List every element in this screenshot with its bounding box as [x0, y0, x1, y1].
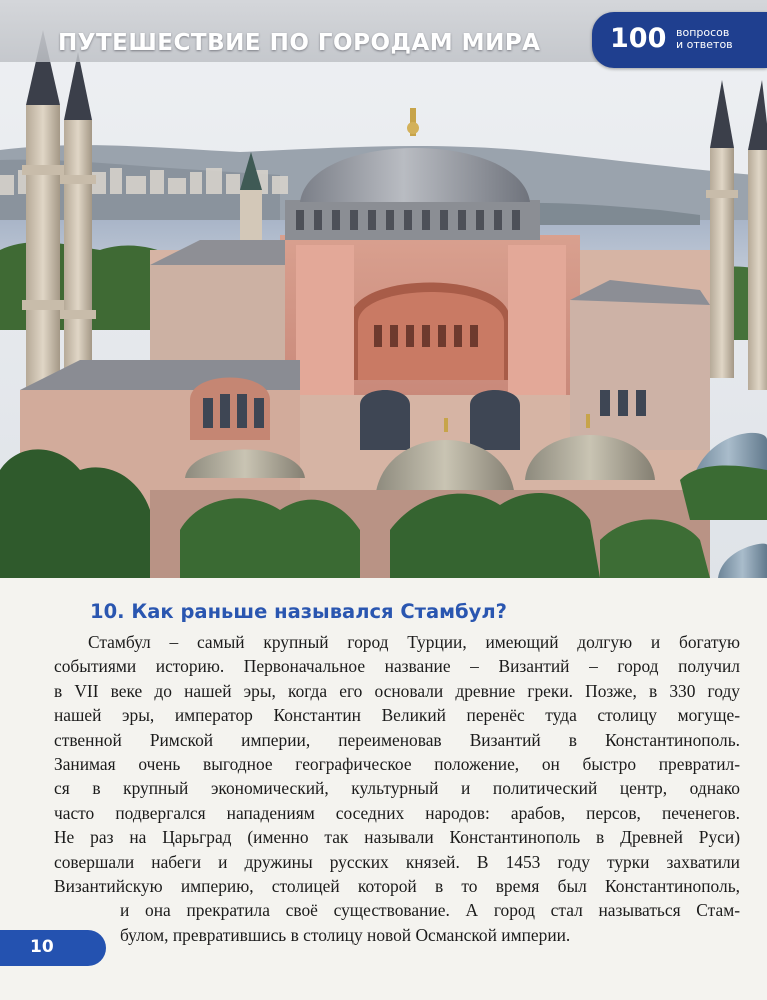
question-title: 10. Как раньше назывался Стамбул? [90, 600, 507, 623]
body-line: часто подвергался нападениям соседних народов: арабов, персов, печенегов. [54, 802, 740, 823]
article-body [54, 630, 740, 947]
body-line: событиями историю. Первоначальное название – Византий – город получил [54, 656, 740, 677]
body-line: в VII веке до нашей эры, когда его основали древние греки. Позже, в 330 году [54, 680, 740, 701]
page-number-tab [0, 930, 106, 966]
body-line: Византийскую империю, столицей которой в то время был Константинополь, [54, 875, 740, 896]
body-line: булом, превратившись в столицу новой Османской империи. [120, 924, 571, 945]
body-line: Занимая очень выгодное географическое положение, он быстро превратил- [54, 753, 740, 774]
badge-caption-line-1: вопросов [676, 26, 730, 39]
badge-caption-line-2: и ответов [676, 38, 733, 51]
page-number: 10 [30, 937, 54, 957]
body-line: ственной Римской империи, переименовав Византий в Константинополь. [54, 729, 740, 750]
body-line: Не раз на Царьград (именно так называли Константинополь в Древней Руси) [54, 827, 740, 848]
book-badge [592, 12, 767, 68]
series-title: ПУТЕШЕСТВИЕ ПО ГОРОДАМ МИРА [58, 30, 541, 56]
body-line: и она прекратила своё существование. А город стал называться Стам- [120, 900, 740, 921]
body-line: совершали набеги и дружины русских князей. В 1453 году турки захватили [54, 851, 740, 872]
body-line: ся в крупный экономический, культурный и политический центр, однако [54, 778, 740, 799]
badge-caption [676, 27, 766, 51]
badge-number: 100 [610, 23, 667, 54]
body-line: Стамбул – самый крупный город Турции, имеющий долгую и богатую [88, 632, 740, 652]
body-line: нашей эры, император Константин Великий перенёс туда столицу могуще- [54, 705, 740, 726]
